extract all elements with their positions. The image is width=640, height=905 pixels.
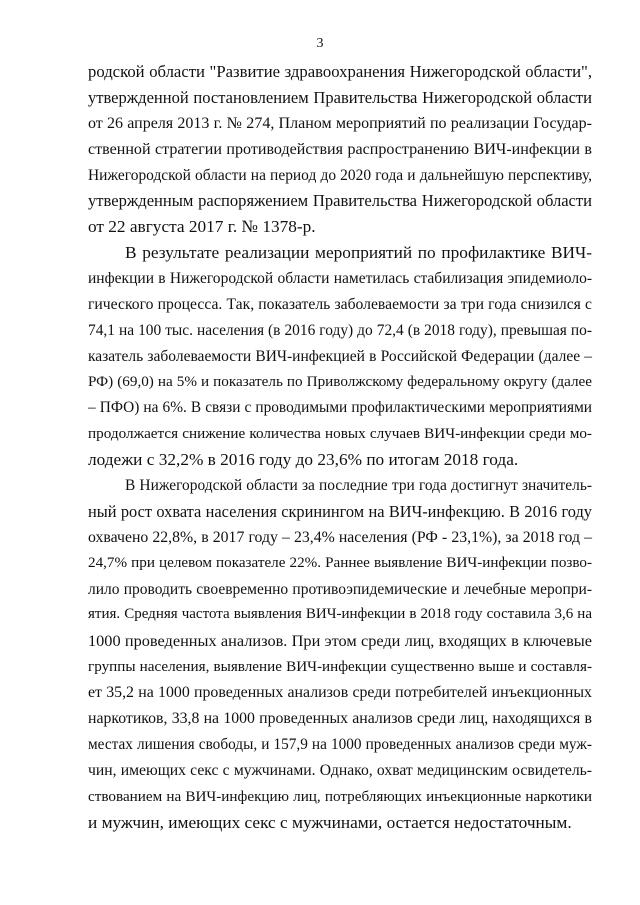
text-line: группы населения, выявление ВИЧ-инфекции существенно выше и составля- [88, 658, 592, 676]
text-line: ятия. Средняя частота выявления ВИЧ-инфекции в 2018 году составила 3,6 на [88, 606, 592, 623]
text-line: Нижегородской области на период до 2020 года и дальнейшую перспективу, [88, 166, 592, 184]
text-line: 24,7% при целевом показателе 22%. Раннее выявление ВИЧ-инфекции позво- [88, 554, 592, 571]
page-number: 3 [316, 36, 324, 51]
text-line: наркотиков, 33,8 на 1000 проведенных анализов среди лиц, находящихся в [88, 710, 592, 728]
paragraph-2 [88, 240, 592, 473]
text-line: от 26 апреля 2013 г. № 274, Планом мероприятий по реализации Государ- [88, 114, 592, 132]
text-line: лодежи с 32,2% в 2016 году до 23,6% по итогам 2018 года. [88, 450, 519, 470]
text-line: охвачено 22,8%, в 2017 году – 23,4% населения (РФ - 23,1%), за 2018 год – [88, 528, 592, 546]
text-line: гического процесса. Так, показатель заболеваемости за три года снизился с [88, 295, 592, 313]
text-line: 1000 проведенных анализов. При этом среди лиц, входящих в ключевые [88, 631, 592, 651]
text-line: В Нижегородской области за последние три года достигнут значитель- [125, 477, 592, 494]
text-line: утвержденным распоряжением Правительства Нижегородской области [88, 191, 592, 211]
text-line: – ПФО) на 6%. В связи с проводимыми профилактическими мероприятиями [88, 399, 592, 417]
text-line: 74,1 на 100 тыс. населения (в 2016 году) до 72,4 (в 2018 году), превышая по- [88, 321, 592, 339]
text-line: РФ) (69,0) на 5% и показатель по Приволжскому федеральному округу (далее [88, 373, 592, 391]
text-line: продолжается снижение количества новых случаев ВИЧ-инфекции среди мо- [88, 425, 592, 443]
text-line: родской области "Развитие здравоохранения Нижегородской области", [88, 62, 592, 81]
text-line: чин, имеющих секс с мужчинами. Однако, охват медицинским освидетель- [88, 761, 592, 779]
text-line: от 22 августа 2017 г. № 1378-р. [88, 217, 316, 237]
text-line: местах лишения свободы, и 157,9 на 1000 проведенных анализов среди муж- [88, 735, 592, 753]
paragraph-1 [88, 59, 592, 240]
text-line: и мужчин, имеющих секс с мужчинами, остается недостаточным. [88, 812, 572, 832]
text-line: утвержденной постановлением Правительства Нижегородской области [88, 87, 592, 107]
text-line: В результате реализации мероприятий по профилактике ВИЧ- [125, 243, 592, 262]
text-line: ет 35,2 на 1000 проведенных анализов среди потребителей инъекционных [88, 684, 592, 702]
text-line: лило проводить своевременно противоэпидемические и лечебные меропри- [88, 580, 592, 598]
text-line: ствованием на ВИЧ-инфекцию лиц, потребляющих инъекционные наркотики [88, 787, 592, 805]
text-line: казатель заболеваемости ВИЧ-инфекцией в Российской Федерации (далее – [88, 347, 592, 365]
text-line: ный рост охвата населения скринингом на ВИЧ-инфекцию. В 2016 году [88, 501, 592, 521]
paragraph-3 [88, 473, 592, 835]
text-line: инфекции в Нижегородской области наметилась стабилизация эпидемиоло- [88, 269, 592, 287]
text-line: ственной стратегии противодействия распространению ВИЧ-инфекции в [88, 140, 592, 158]
